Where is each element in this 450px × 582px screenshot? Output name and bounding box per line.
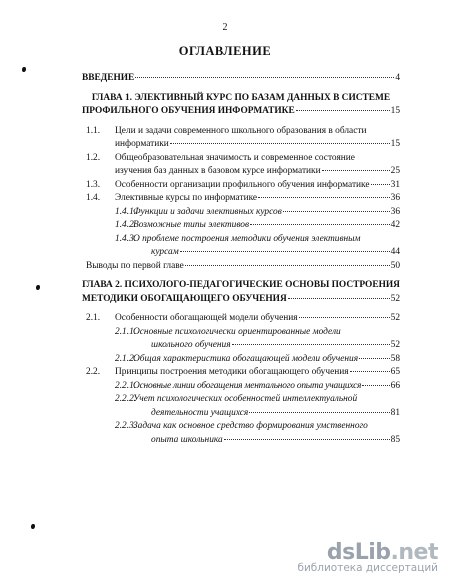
entry-label: ВВЕДЕНИЕ	[82, 73, 135, 83]
leader-dots	[362, 385, 389, 386]
toc-entry-1-4[interactable]	[82, 192, 400, 206]
section-number: 2.2.2.	[115, 394, 137, 404]
toc-entry-1-3[interactable]	[82, 179, 400, 193]
leader-dots	[180, 251, 390, 252]
entry-page: 36	[390, 206, 400, 217]
toc-entry-2-1[interactable]	[82, 312, 400, 326]
leader-dots	[250, 224, 390, 225]
chapter-title-line: ГЛАВА 1. ЭЛЕКТИВНЫЙ КУРС ПО БАЗАМ ДАННЫХ В СИСТЕМЕ	[91, 92, 391, 103]
entry-page: 52	[390, 293, 400, 304]
watermark-subtitle: библиотека диссертаций	[297, 562, 438, 574]
entry-page: 50	[390, 260, 400, 271]
entry-label: информатики	[115, 139, 169, 149]
entry-label: Элективные курсы по информатике	[115, 193, 258, 203]
toc-entry-2-2[interactable]	[82, 366, 400, 380]
toc-entry-1-4-3[interactable]	[82, 233, 400, 260]
leader-dots	[350, 371, 390, 372]
toc-entry-1-4-1[interactable]	[82, 206, 400, 220]
section-number: 2.1.2.	[115, 353, 137, 364]
entry-page: 66	[390, 380, 400, 391]
section-number: 2.2.1.	[115, 380, 137, 391]
entry-label: Цели и задачи современного школьного образования в области	[115, 125, 367, 136]
section-number: 2.2.3.	[115, 421, 137, 431]
toc-entry-conclusions-1[interactable]	[82, 260, 400, 274]
entry-label: Возможные типы элективов	[133, 220, 250, 230]
entry-label: Общая характеристика обогащающей модели обучения	[133, 353, 359, 364]
section-number: 1.1.	[86, 125, 101, 136]
leader-dots	[359, 358, 390, 359]
entry-page: 85	[390, 434, 400, 445]
entry-page: 52	[390, 313, 400, 323]
leader-dots	[258, 197, 390, 198]
entry-page: 52	[390, 340, 400, 350]
scan-speck	[36, 285, 40, 290]
toc-entry-2-1-2[interactable]	[82, 353, 400, 367]
entry-label: опыта школьника	[151, 434, 223, 445]
toc-entry-chapter-2[interactable]	[82, 279, 400, 306]
entry-label: Функции и задачи элективных курсов	[133, 206, 282, 217]
leader-dots	[283, 211, 390, 212]
watermark-logo-main: dsLib	[326, 540, 391, 565]
toc-entry-chapter-1[interactable]	[82, 92, 400, 119]
section-number: 2.1.1.	[115, 326, 137, 337]
leader-dots	[249, 412, 389, 413]
entry-label: Задача как основное средство формирования умственного	[133, 421, 368, 431]
leader-dots	[296, 110, 390, 111]
toc-entry-2-2-2[interactable]	[82, 393, 400, 420]
entry-label: О проблеме построения методики обучения элективным	[133, 233, 361, 244]
table-of-contents	[82, 72, 400, 447]
entry-page: 31	[390, 179, 400, 190]
leader-dots	[288, 298, 390, 299]
toc-title: ОГЛАВЛЕНИЕ	[178, 44, 272, 58]
entry-page: 36	[390, 193, 400, 203]
chapter-title-line: ПРОФИЛЬНОГО ОБУЧЕНИЯ ИНФОРМАТИКЕ	[82, 106, 295, 116]
entry-label: изучения баз данных в базовом курсе информатики	[115, 166, 321, 176]
section-number: 1.2.	[86, 152, 101, 163]
entry-label: Учет психологических особенностей интеллектуальной	[133, 394, 358, 404]
page-number: 2	[222, 22, 228, 33]
chapter-title-line: ГЛАВА 2. ПСИХОЛОГО-ПЕДАГОГИЧЕСКИЕ ОСНОВЫ ПОСТРОЕНИЯ	[82, 280, 400, 290]
entry-page: 4	[395, 73, 400, 83]
entry-label: Основные психологически ориентированные модели	[133, 326, 341, 337]
scan-speck	[31, 524, 35, 529]
section-number: 1.4.1.	[115, 206, 137, 217]
leader-dots	[299, 317, 390, 318]
section-number: 1.3.	[86, 179, 101, 190]
leader-dots	[185, 265, 390, 266]
entry-label: школьного обучения	[151, 340, 231, 350]
entry-page: 42	[390, 220, 400, 230]
entry-page: 44	[390, 247, 400, 257]
entry-label: Общеобразовательная значимость и современное состояние	[115, 152, 355, 163]
toc-entry-intro[interactable]	[82, 72, 400, 86]
entry-label: курсам	[151, 247, 179, 257]
toc-entry-1-2[interactable]	[82, 152, 400, 179]
toc-entry-2-2-3[interactable]	[82, 420, 400, 447]
entry-label: Выводы по первой главе	[86, 260, 184, 271]
toc-entry-2-1-1[interactable]	[82, 326, 400, 353]
toc-entry-1-4-2[interactable]	[82, 219, 400, 233]
watermark-logo-tld: .net	[390, 540, 438, 565]
entry-page: 58	[390, 353, 400, 364]
entry-page: 65	[390, 367, 400, 377]
entry-page: 15	[390, 139, 400, 149]
leader-dots	[371, 184, 390, 185]
entry-label: Основные линии обогащения ментального опыта учащихся	[133, 380, 362, 391]
dslib-watermark	[297, 540, 438, 574]
section-number: 1.4.	[86, 193, 101, 203]
leader-dots	[232, 344, 390, 345]
section-number: 2.2.	[86, 367, 101, 377]
entry-label: Особенности организации профильного обучения информатике	[115, 179, 370, 190]
entry-label: Принципы построения методики обогащающего обучения	[115, 367, 349, 377]
entry-label: Особенности обогащающей модели обучения	[115, 313, 298, 323]
toc-entry-1-1[interactable]	[82, 125, 400, 152]
scan-speck	[22, 67, 26, 72]
leader-dots	[224, 439, 390, 440]
chapter-title-line: МЕТОДИКИ ОБОГАЩАЮЩЕГО ОБУЧЕНИЯ	[82, 293, 287, 304]
entry-label: деятельности учащихся	[151, 407, 249, 418]
entry-page: 81	[390, 407, 400, 418]
leader-dots	[170, 143, 390, 144]
section-number: 1.4.2.	[115, 220, 137, 230]
section-number: 1.4.3.	[115, 233, 137, 244]
leader-dots	[322, 170, 390, 171]
entry-page: 25	[390, 166, 400, 176]
toc-entry-2-2-1[interactable]	[82, 380, 400, 394]
entry-page: 15	[390, 106, 400, 116]
leader-dots	[135, 77, 394, 78]
section-number: 2.1.	[86, 313, 101, 323]
